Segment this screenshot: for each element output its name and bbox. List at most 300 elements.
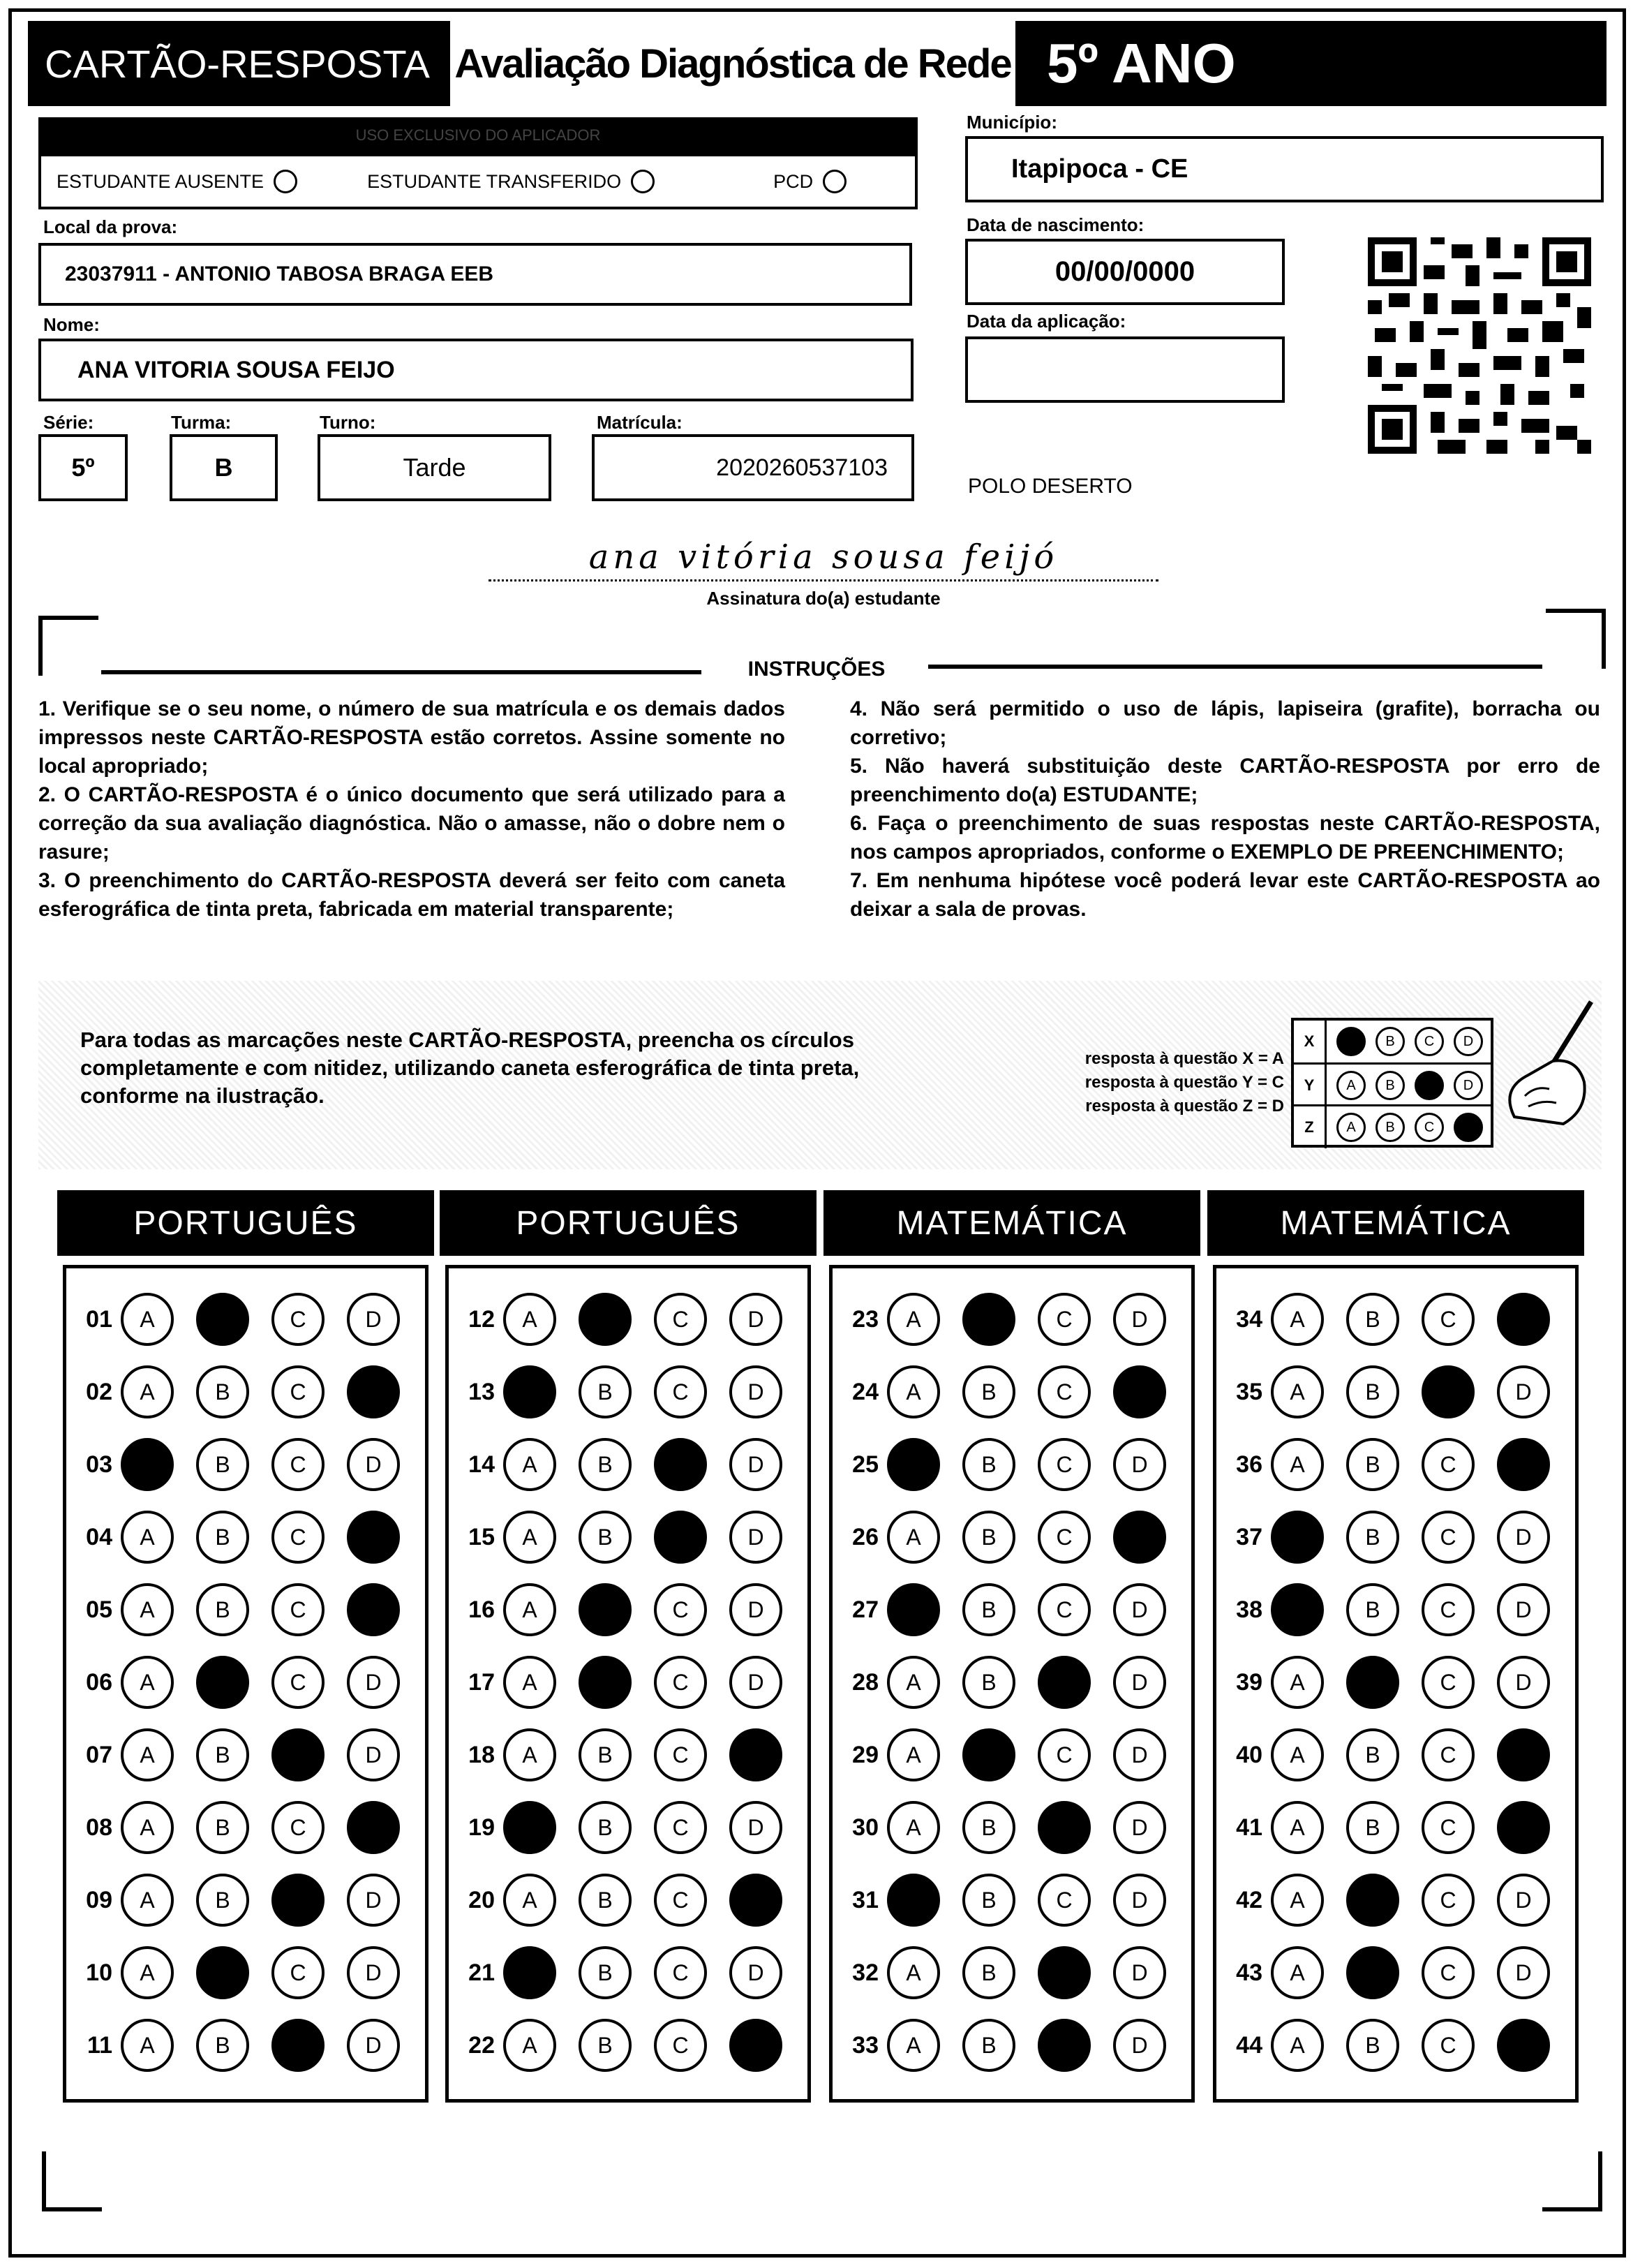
question-row: [66, 2014, 422, 2077]
answer-bubble-c[interactable]: C: [1422, 1946, 1475, 1999]
instructions-rule-right: [928, 665, 1542, 669]
answer-bubble-a[interactable]: A: [121, 1728, 174, 1781]
example-bubble-d: D: [1454, 1071, 1483, 1100]
subject-header: PORTUGUÊS: [57, 1190, 434, 1256]
answer-bubble-b[interactable]: B: [579, 1801, 632, 1854]
question-number: 34: [1236, 1305, 1262, 1333]
answer-bubble-c[interactable]: C: [1038, 1583, 1091, 1636]
question-row: [833, 1578, 1188, 1641]
answer-bubble-b[interactable]: [196, 1293, 249, 1346]
answer-bubble-a[interactable]: A: [121, 1656, 174, 1709]
answer-bubble-d[interactable]: [729, 1728, 782, 1781]
answer-bubble-d[interactable]: [1497, 1801, 1550, 1854]
instruction-1: 1. Verifique se o seu nome, o número de sua matrícula e os demais dados impressos neste CARTÃO-RESPOSTA estão corretos. Assine somente no local apropriado;: [38, 697, 785, 778]
answer-bubble-b[interactable]: B: [962, 1511, 1015, 1564]
question-row: [449, 1651, 805, 1714]
question-row: [449, 1578, 805, 1641]
grade-title: 5º ANO: [1047, 32, 1236, 94]
example-bubble-c: C: [1415, 1113, 1444, 1142]
answer-bubble-a[interactable]: A: [1271, 1801, 1324, 1854]
answer-bubble-d[interactable]: [1497, 1293, 1550, 1346]
example-row: [1294, 1104, 1491, 1148]
question-number: 01: [86, 1305, 112, 1333]
local-label: Local da prova:: [43, 216, 178, 237]
answer-bubble-d[interactable]: D: [1497, 1583, 1550, 1636]
answer-bubble-b[interactable]: B: [1346, 2019, 1399, 2072]
answer-bubble-c[interactable]: C: [654, 1728, 707, 1781]
answer-bubble-c[interactable]: [271, 1874, 325, 1927]
answer-bubble-c[interactable]: C: [654, 1946, 707, 1999]
answer-bubble-c[interactable]: [1038, 2019, 1091, 2072]
answer-bubble-c[interactable]: [271, 2019, 325, 2072]
answer-bubble-b[interactable]: [1346, 1656, 1399, 1709]
answer-bubble-b[interactable]: B: [196, 1801, 249, 1854]
answer-bubble-b[interactable]: B: [579, 1511, 632, 1564]
polo-label: POLO DESERTO: [968, 475, 1133, 498]
answer-bubble-b[interactable]: B: [962, 1583, 1015, 1636]
answer-bubble-c[interactable]: C: [654, 1365, 707, 1418]
question-row: [833, 1651, 1188, 1714]
answer-bubble-b[interactable]: B: [579, 1946, 632, 1999]
question-number: 16: [468, 1596, 495, 1623]
answer-bubble-b[interactable]: [962, 1728, 1015, 1781]
answer-bubble-c[interactable]: C: [654, 1293, 707, 1346]
answer-bubble-c[interactable]: [654, 1438, 707, 1491]
answer-bubble-b[interactable]: B: [579, 1438, 632, 1491]
answer-bubble-c[interactable]: C: [271, 1583, 325, 1636]
answer-bubble-b[interactable]: B: [962, 1801, 1015, 1854]
answer-bubble-d[interactable]: D: [1497, 1946, 1550, 1999]
corner-bottom-left: [42, 2151, 102, 2211]
answer-bubble-d[interactable]: [729, 1874, 782, 1927]
answer-bubble-c[interactable]: C: [1038, 1728, 1091, 1781]
transferred-label: ESTUDANTE TRANSFERIDO: [367, 170, 622, 192]
answer-bubble-c[interactable]: C: [271, 1656, 325, 1709]
answer-bubble-a[interactable]: A: [887, 1293, 940, 1346]
answer-bubble-a[interactable]: A: [503, 1438, 556, 1491]
answer-bubble-d[interactable]: D: [1497, 1656, 1550, 1709]
nascimento-field: 00/00/0000: [965, 239, 1285, 305]
answer-bubble-c[interactable]: C: [1422, 2019, 1475, 2072]
answer-bubble-b[interactable]: B: [1346, 1728, 1399, 1781]
answer-bubble-b[interactable]: [579, 1656, 632, 1709]
answer-bubble-d[interactable]: D: [1113, 1583, 1166, 1636]
answer-bubble-a[interactable]: A: [121, 1583, 174, 1636]
question-row: [833, 1506, 1188, 1569]
answer-bubble-c[interactable]: C: [1422, 1874, 1475, 1927]
answer-bubble-b[interactable]: B: [196, 1728, 249, 1781]
answer-bubble-b[interactable]: [1346, 1946, 1399, 1999]
question-number: 07: [86, 1741, 112, 1768]
answer-bubble-d[interactable]: D: [1113, 2019, 1166, 2072]
answer-bubble-d[interactable]: D: [1113, 1801, 1166, 1854]
answer-bubble-b[interactable]: B: [579, 1874, 632, 1927]
answer-bubble-d[interactable]: D: [729, 1801, 782, 1854]
example-bubble-a: A: [1336, 1113, 1366, 1142]
question-number: 19: [468, 1814, 495, 1841]
question-number: 30: [852, 1814, 879, 1841]
answer-bubble-c[interactable]: C: [654, 1656, 707, 1709]
matricula-field: 2020260537103: [592, 434, 914, 501]
question-number: 14: [468, 1451, 495, 1478]
answer-bubble-c[interactable]: C: [271, 1365, 325, 1418]
question-number: 24: [852, 1378, 879, 1405]
answer-bubble-d[interactable]: D: [729, 1438, 782, 1491]
question-row: [66, 1941, 422, 2004]
answer-bubble-d[interactable]: D: [1113, 1728, 1166, 1781]
transferred-radio[interactable]: [631, 170, 655, 193]
question-row: [66, 1724, 422, 1786]
answer-bubble-c[interactable]: C: [1422, 1438, 1475, 1491]
absent-label: ESTUDANTE AUSENTE: [57, 170, 264, 192]
answer-bubble-b[interactable]: [1346, 1874, 1399, 1927]
answer-bubble-c[interactable]: C: [271, 1946, 325, 1999]
instructions-rule-left: [101, 670, 701, 674]
example-grid: [1291, 1018, 1493, 1148]
answer-bubble-c[interactable]: C: [1038, 1438, 1091, 1491]
answer-bubble-b[interactable]: [579, 1293, 632, 1346]
answer-bubble-d[interactable]: [1497, 1728, 1550, 1781]
question-row: [1216, 1724, 1572, 1786]
example-row: [1294, 1021, 1491, 1062]
answer-bubble-b[interactable]: B: [962, 1946, 1015, 1999]
answer-bubble-a[interactable]: A: [887, 1656, 940, 1709]
question-row: [833, 1433, 1188, 1496]
answer-bubble-a[interactable]: A: [1271, 1874, 1324, 1927]
turno-label: Turno:: [320, 412, 376, 433]
answer-bubble-b[interactable]: B: [962, 1365, 1015, 1418]
answer-bubble-a[interactable]: [887, 1438, 940, 1491]
question-row: [833, 2014, 1188, 2077]
answer-bubble-b[interactable]: B: [196, 1438, 249, 1491]
answer-bubble-d[interactable]: D: [1113, 1293, 1166, 1346]
question-number: 35: [1236, 1378, 1262, 1405]
question-number: 05: [86, 1596, 112, 1623]
answer-bubble-d[interactable]: D: [347, 1946, 400, 1999]
answer-box: [445, 1265, 811, 2103]
answer-bubble-d[interactable]: D: [1113, 1946, 1166, 1999]
answer-bubble-a[interactable]: [887, 1874, 940, 1927]
answer-bubble-a[interactable]: [1271, 1511, 1324, 1564]
question-number: 43: [1236, 1959, 1262, 1986]
answer-bubble-d[interactable]: D: [347, 1656, 400, 1709]
answer-bubble-c[interactable]: C: [271, 1293, 325, 1346]
corner-bottom-right: [1542, 2151, 1602, 2211]
answer-bubble-d[interactable]: [347, 1365, 400, 1418]
question-number: 10: [86, 1959, 112, 1986]
answer-bubble-c[interactable]: C: [1038, 1365, 1091, 1418]
instructions-title: INSTRUÇÕES: [747, 658, 886, 681]
example-bubble-a: A: [1336, 1071, 1366, 1100]
question-number: 15: [468, 1523, 495, 1550]
municipio-field: Itapipoca - CE: [965, 136, 1604, 202]
subject-header: MATEMÁTICA: [1207, 1190, 1584, 1256]
question-row: [449, 1869, 805, 1932]
answer-bubble-c[interactable]: C: [654, 1874, 707, 1927]
pen-hand-icon: [1486, 998, 1598, 1131]
answer-bubble-a[interactable]: A: [887, 1728, 940, 1781]
answer-bubble-a[interactable]: [887, 1583, 940, 1636]
serie-label: Série:: [43, 412, 94, 433]
turno-field: Tarde: [318, 434, 551, 501]
question-row: [449, 1796, 805, 1859]
answer-bubble-b[interactable]: B: [962, 1874, 1015, 1927]
answer-bubble-d[interactable]: D: [729, 1583, 782, 1636]
question-number: 42: [1236, 1886, 1262, 1913]
applicator-box: [38, 154, 918, 209]
answer-bubble-a[interactable]: A: [887, 1801, 940, 1854]
answer-bubble-a[interactable]: A: [1271, 1728, 1324, 1781]
question-row: [833, 1724, 1188, 1786]
example-bubble-b: B: [1376, 1027, 1405, 1056]
question-row: [66, 1506, 422, 1569]
answer-bubble-d[interactable]: D: [729, 1656, 782, 1709]
answer-bubble-c[interactable]: C: [1422, 1656, 1475, 1709]
answer-bubble-d[interactable]: [347, 1583, 400, 1636]
answer-bubble-d[interactable]: [1113, 1365, 1166, 1418]
answer-bubble-b[interactable]: B: [196, 1511, 249, 1564]
question-number: 23: [852, 1305, 879, 1333]
answer-bubble-c[interactable]: C: [654, 2019, 707, 2072]
answer-bubble-b[interactable]: [962, 1293, 1015, 1346]
answer-bubble-d[interactable]: D: [347, 1438, 400, 1491]
answer-bubble-b[interactable]: B: [196, 2019, 249, 2072]
answer-bubble-c[interactable]: C: [1422, 1293, 1475, 1346]
example-row: [1294, 1062, 1491, 1106]
answer-bubble-c[interactable]: [271, 1728, 325, 1781]
answer-bubble-b[interactable]: B: [962, 2019, 1015, 2072]
qr-code: [1368, 237, 1591, 454]
answer-bubble-d[interactable]: [729, 2019, 782, 2072]
answer-bubble-c[interactable]: C: [1422, 1801, 1475, 1854]
absent-radio[interactable]: [274, 170, 297, 193]
answer-bubble-c[interactable]: [1038, 1946, 1091, 1999]
answer-bubble-d[interactable]: D: [1113, 1874, 1166, 1927]
answer-bubble-b[interactable]: B: [1346, 1801, 1399, 1854]
answer-bubble-a[interactable]: [503, 1946, 556, 1999]
answer-bubble-a[interactable]: A: [121, 1874, 174, 1927]
answer-bubble-a[interactable]: A: [1271, 1365, 1324, 1418]
answer-bubble-a[interactable]: A: [121, 1946, 174, 1999]
answer-bubble-a[interactable]: A: [503, 1511, 556, 1564]
answer-bubble-a[interactable]: A: [503, 2019, 556, 2072]
answer-bubble-c[interactable]: C: [654, 1801, 707, 1854]
instruction-5: 5. Não haverá substituição deste CARTÃO-RESPOSTA por erro de preenchimento do(a) ESTUDANTE;: [850, 755, 1600, 806]
question-row: [66, 1288, 422, 1351]
nome-label: Nome:: [43, 314, 100, 335]
answer-bubble-a[interactable]: A: [121, 2019, 174, 2072]
answer-bubble-b[interactable]: [579, 1583, 632, 1636]
answer-bubble-c[interactable]: C: [1038, 1293, 1091, 1346]
answer-bubble-c[interactable]: [654, 1511, 707, 1564]
example-bubble-b: B: [1376, 1071, 1405, 1100]
example-key-x: resposta à questão X = A: [1084, 1049, 1284, 1068]
example-bubble-b: B: [1376, 1113, 1405, 1142]
question-number: 21: [468, 1959, 495, 1986]
answer-bubble-d[interactable]: D: [1497, 1365, 1550, 1418]
question-row: [1216, 1361, 1572, 1423]
question-number: 26: [852, 1523, 879, 1550]
answer-bubble-c[interactable]: C: [1422, 1511, 1475, 1564]
aplicacao-field[interactable]: [965, 336, 1285, 403]
instructions-right: [850, 695, 1600, 924]
answer-bubble-d[interactable]: D: [729, 1293, 782, 1346]
example-bubble-c: C: [1415, 1027, 1444, 1056]
answer-bubble-a[interactable]: A: [887, 1946, 940, 1999]
answer-bubble-b[interactable]: B: [1346, 1293, 1399, 1346]
question-number: 22: [468, 2031, 495, 2059]
answer-bubble-d[interactable]: D: [347, 1728, 400, 1781]
question-number: 17: [468, 1668, 495, 1696]
answer-bubble-d[interactable]: D: [1113, 1656, 1166, 1709]
example-bubble-a: [1336, 1027, 1366, 1056]
instruction-6: 6. Faça o preenchimento de suas respostas neste CARTÃO-RESPOSTA, nos campos apropriados, conforme o EXEMPLO DE PREENCHIMENTO;: [850, 812, 1600, 864]
answer-bubble-a[interactable]: A: [121, 1293, 174, 1346]
answer-bubble-a[interactable]: A: [1271, 1438, 1324, 1491]
question-number: 18: [468, 1741, 495, 1768]
example-bubble-c: [1415, 1071, 1444, 1100]
answer-bubble-d[interactable]: D: [347, 2019, 400, 2072]
question-row: [449, 1361, 805, 1423]
turma-label: Turma:: [171, 412, 232, 433]
answer-bubble-d[interactable]: [1497, 1438, 1550, 1491]
answer-bubble-d[interactable]: [347, 1801, 400, 1854]
question-row: [449, 1724, 805, 1786]
question-number: 41: [1236, 1814, 1262, 1841]
question-number: 38: [1236, 1596, 1262, 1623]
answer-bubble-a[interactable]: A: [121, 1801, 174, 1854]
nome-field: ANA VITORIA SOUSA FEIJO: [38, 339, 914, 401]
answer-bubble-b[interactable]: B: [579, 1365, 632, 1418]
instruction-2: 2. O CARTÃO-RESPOSTA é o único documento que será utilizado para a correção da sua avaliação diagnóstica. Não o amasse, não o dobre nem o rasure;: [38, 783, 785, 864]
question-number: 04: [86, 1523, 112, 1550]
applicator-bar: USO EXCLUSIVO DO APLICADOR: [38, 117, 918, 154]
answer-bubble-b[interactable]: [196, 1656, 249, 1709]
answer-bubble-b[interactable]: B: [196, 1365, 249, 1418]
answer-bubble-a[interactable]: [121, 1438, 174, 1491]
answer-bubble-a[interactable]: A: [887, 1511, 940, 1564]
question-row: [1216, 1506, 1572, 1569]
answer-box: [829, 1265, 1195, 2103]
aplicacao-label: Data da aplicação:: [967, 311, 1126, 332]
answer-bubble-d[interactable]: [1113, 1511, 1166, 1564]
pcd-radio[interactable]: [823, 170, 847, 193]
answer-bubble-a[interactable]: [1271, 1583, 1324, 1636]
answer-bubble-a[interactable]: A: [503, 1874, 556, 1927]
answer-bubble-d[interactable]: D: [347, 1874, 400, 1927]
answer-bubble-a[interactable]: A: [503, 1656, 556, 1709]
answer-bubble-a[interactable]: [503, 1801, 556, 1854]
answer-bubble-b[interactable]: B: [1346, 1583, 1399, 1636]
question-row: [1216, 1869, 1572, 1932]
question-row: [833, 1796, 1188, 1859]
question-number: 39: [1236, 1668, 1262, 1696]
answer-bubble-a[interactable]: [503, 1365, 556, 1418]
answer-bubble-d[interactable]: [347, 1511, 400, 1564]
answer-bubble-a[interactable]: A: [1271, 2019, 1324, 2072]
answer-bubble-d[interactable]: D: [347, 1293, 400, 1346]
answer-bubble-b[interactable]: [196, 1946, 249, 1999]
question-row: [1216, 2014, 1572, 2077]
answer-bubble-a[interactable]: A: [887, 2019, 940, 2072]
answer-bubble-d[interactable]: D: [729, 1946, 782, 1999]
question-number: 03: [86, 1451, 112, 1478]
question-row: [66, 1433, 422, 1496]
answer-bubble-c[interactable]: C: [1038, 1511, 1091, 1564]
question-number: 29: [852, 1741, 879, 1768]
answer-bubble-a[interactable]: A: [887, 1365, 940, 1418]
answer-bubble-b[interactable]: B: [962, 1656, 1015, 1709]
answer-bubble-c[interactable]: [1038, 1801, 1091, 1854]
nascimento-label: Data de nascimento:: [967, 214, 1145, 235]
answer-bubble-a[interactable]: A: [1271, 1656, 1324, 1709]
question-row: [449, 1941, 805, 2004]
answer-bubble-c[interactable]: C: [1422, 1728, 1475, 1781]
answer-bubble-c[interactable]: [1038, 1656, 1091, 1709]
answer-bubble-c[interactable]: C: [271, 1511, 325, 1564]
answer-bubble-d[interactable]: D: [1113, 1438, 1166, 1491]
question-row: [833, 1869, 1188, 1932]
answer-bubble-a[interactable]: A: [503, 1728, 556, 1781]
answer-bubble-a[interactable]: A: [503, 1293, 556, 1346]
answer-bubble-c[interactable]: [1422, 1365, 1475, 1418]
answer-bubble-a[interactable]: A: [121, 1511, 174, 1564]
answer-bubble-d[interactable]: D: [1497, 1511, 1550, 1564]
question-row: [1216, 1796, 1572, 1859]
answer-bubble-b[interactable]: B: [579, 2019, 632, 2072]
answer-bubble-d[interactable]: D: [1497, 1874, 1550, 1927]
question-row: [66, 1869, 422, 1932]
answer-bubble-b[interactable]: B: [1346, 1438, 1399, 1491]
card-title: CARTÃO-RESPOSTA: [45, 41, 430, 86]
question-number: 12: [468, 1305, 495, 1333]
answer-bubble-b[interactable]: B: [962, 1438, 1015, 1491]
question-row: [66, 1651, 422, 1714]
answer-bubble-c[interactable]: C: [1038, 1874, 1091, 1927]
question-number: 37: [1236, 1523, 1262, 1550]
question-row: [833, 1941, 1188, 2004]
answer-bubble-b[interactable]: B: [1346, 1511, 1399, 1564]
answer-bubble-c[interactable]: C: [654, 1583, 707, 1636]
answer-bubble-c[interactable]: C: [271, 1801, 325, 1854]
question-number: 28: [852, 1668, 879, 1696]
question-number: 09: [86, 1886, 112, 1913]
question-number: 06: [86, 1668, 112, 1696]
answer-box: [1213, 1265, 1579, 2103]
answer-bubble-c[interactable]: C: [1422, 1583, 1475, 1636]
example-row-label: Z: [1294, 1106, 1327, 1148]
answer-bubble-a[interactable]: A: [1271, 1946, 1324, 1999]
question-number: 40: [1236, 1741, 1262, 1768]
answer-bubble-b[interactable]: B: [196, 1583, 249, 1636]
answer-bubble-a[interactable]: A: [121, 1365, 174, 1418]
answer-bubble-a[interactable]: A: [1271, 1293, 1324, 1346]
answer-bubble-b[interactable]: B: [1346, 1365, 1399, 1418]
answer-bubble-b[interactable]: B: [579, 1728, 632, 1781]
question-number: 11: [87, 2031, 112, 2059]
answer-bubble-b[interactable]: B: [196, 1874, 249, 1927]
answer-bubble-a[interactable]: A: [503, 1583, 556, 1636]
answer-bubble-c[interactable]: C: [271, 1438, 325, 1491]
answer-bubble-d[interactable]: [1497, 2019, 1550, 2072]
answer-bubble-d[interactable]: D: [729, 1365, 782, 1418]
question-row: [1216, 1433, 1572, 1496]
question-number: 32: [852, 1959, 879, 1986]
subject-header: PORTUGUÊS: [440, 1190, 817, 1256]
example-key-z: resposta à questão Z = D: [1085, 1097, 1284, 1116]
serie-field: 5º: [38, 434, 128, 501]
answer-bubble-d[interactable]: D: [729, 1511, 782, 1564]
